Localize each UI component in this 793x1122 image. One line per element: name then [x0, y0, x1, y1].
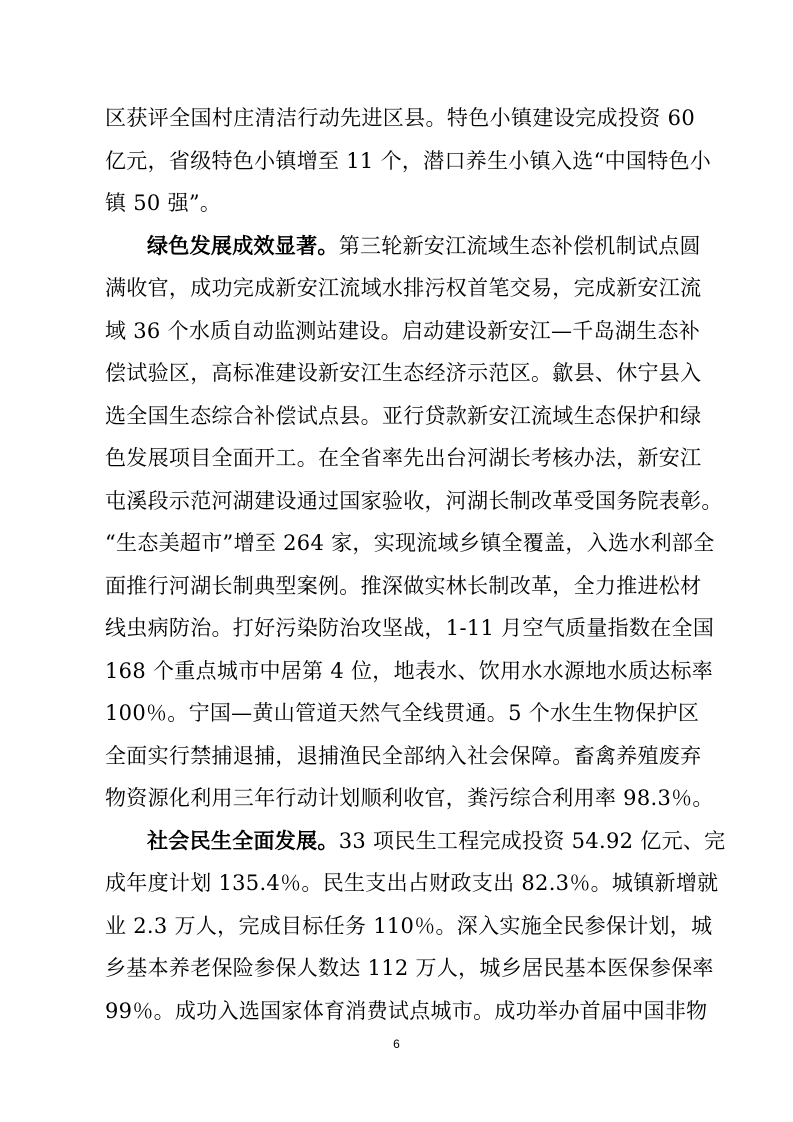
- paragraph-2-line-12: 100％。宁国—黄山管道天然气全线贯通。5 个水生生物保护区: [105, 701, 700, 725]
- paragraph-2-line-3: 域 36 个水质自动监测站建设。启动建设新安江—千岛湖生态补: [105, 319, 701, 343]
- paragraph-2-line-14: 物资源化利用三年行动计划顺利收官，粪污综合利用率 98.3％。: [105, 786, 714, 810]
- paragraph-3-line-5: 99％。成功入选国家体育消费试点城市。成功举办首届中国非物: [105, 999, 708, 1023]
- paragraph-2-line-9: 面推行河湖长制典型案例。推深做实林长制改革，全力推进松材: [105, 574, 702, 598]
- paragraph-3-line-1: [147, 826, 726, 856]
- paragraph-3-first-rest: 33 项民生工程完成投资 54.92 亿元、完: [338, 829, 726, 853]
- paragraph-2-lead: 绿色发展成效显著。: [147, 234, 339, 258]
- page-number: 6: [393, 1037, 400, 1051]
- paragraph-2-line-13: 全面实行禁捕退捕，退捕渔民全部纳入社会保障。畜禽养殖废弃: [105, 744, 702, 768]
- paragraph-2-line-4: 偿试验区，高标准建设新安江生态经济示范区。歙县、休宁县入: [105, 361, 702, 385]
- paragraph-2-first-rest: 第三轮新安江流域生态补偿机制试点圆: [338, 234, 701, 258]
- paragraph-2-line-10: 线虫病防治。打好污染防治攻坚战，1-11 月空气质量指数在全国: [105, 616, 715, 640]
- paragraph-1-line-1: 区获评全国村庄清洁行动先进区县。特色小镇建设完成投资 60: [105, 106, 695, 130]
- paragraph-2-line-2: 满收官，成功完成新安江流域水排污权首笔交易，完成新安江流: [105, 276, 702, 300]
- paragraph-3-line-4: 乡基本养老保险参保人数达 112 万人，城乡居民基本医保参保率: [105, 956, 714, 980]
- paragraph-2-line-8: “生态美超市”增至 264 家，实现流域乡镇全覆盖，入选水利部全: [105, 531, 715, 555]
- paragraph-1-line-3: 镇 50 强”。: [105, 191, 222, 215]
- paragraph-2-line-5: 选全国生态综合补偿试点县。亚行贷款新安江流域生态保护和绿: [105, 404, 702, 428]
- paragraph-2-line-7: 屯溪段示范河湖建设通过国家验收，河湖长制改革受国务院表彰。: [105, 489, 723, 513]
- paragraph-3-lead: 社会民生全面发展。: [147, 829, 339, 853]
- paragraph-3-line-3: 业 2.3 万人，完成目标任务 110％。深入实施全民参保计划，城: [105, 914, 713, 938]
- paragraph-2-line-1: [147, 231, 701, 261]
- paragraph-2-line-6: 色发展项目全面开工。在全省率先出台河湖长考核办法，新安江: [105, 446, 702, 470]
- paragraph-3-line-2: 成年度计划 135.4％。民生支出占财政支出 82.3％。城镇新增就: [105, 871, 719, 895]
- paragraph-1-line-2: 亿元，省级特色小镇增至 11 个，潜口养生小镇入选“中国特色小: [105, 149, 712, 173]
- paragraph-2-line-11: 168 个重点城市中居第 4 位，地表水、饮用水水源地水质达标率: [105, 659, 714, 683]
